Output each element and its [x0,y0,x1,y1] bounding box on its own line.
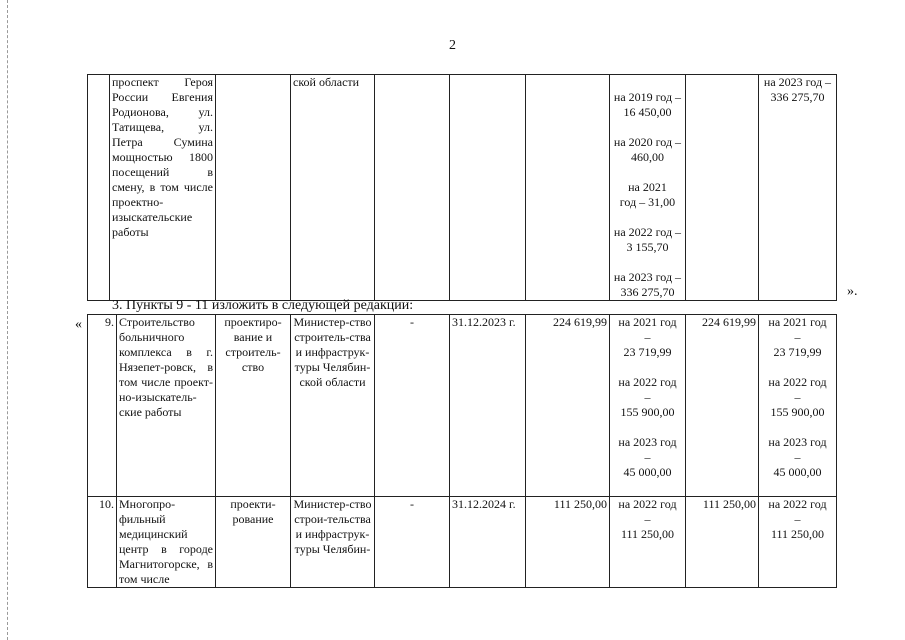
funding-line: на 2020 год – [613,135,682,149]
funding-line: 111 250,00 [770,527,825,541]
funding-line: 23 719,99 [773,345,822,359]
table-top-fragment [87,74,837,301]
years-cell [610,497,686,588]
cost-cell: 224 619,99 [526,315,610,497]
object-cell: Строительство больничного комплекса в г. Нязепет-ровск, в том числе проект-но-изыскатель-ские работы [117,315,216,497]
funding-line: 336 275,70 [770,90,825,104]
funding-line: – [644,450,651,464]
funding-line: 45 000,00 [773,465,822,479]
funding-line: на 2022 год [618,375,677,389]
funding-line: на 2021 год [618,315,677,329]
table-row [88,315,837,497]
funding-line: – [644,512,651,526]
work-type-cell: проекти-рование [216,497,291,588]
years-cell [610,315,686,497]
cost2-cell: 224 619,99 [686,315,759,497]
customer-cell: Министер-ство строитель-ства и инфраструк-туры Челябин-ской области [291,315,375,497]
cost-cell: 111 250,00 [526,497,610,588]
funding-line: на 2023 год [618,435,677,449]
funding-line: 45 000,00 [623,465,672,479]
funding-line: 23 719,99 [623,345,672,359]
page-number: 2 [449,38,456,53]
customer-cell: Министер-ство строи-тельства и инфраструк-туры Челябин- [291,497,375,588]
funding-line: – [794,512,801,526]
years-cell-2 [759,497,837,588]
cost2-cell: 111 250,00 [686,497,759,588]
funding-line: на 2021 год [768,315,827,329]
dash-cell: - [375,497,450,588]
funding-line: на 2022 год [768,375,827,389]
funding-line: 155 900,00 [770,405,825,419]
funding-line: на 2019 год – [613,90,682,104]
funding-line: на 2022 год [618,497,677,511]
table-main [87,314,837,588]
years-cell-2 [759,315,837,497]
funding-line: год – 31,00 [619,195,676,209]
section-heading: 3. Пункты 9 - 11 изложить в следующей редакции: [112,298,414,313]
funding-line: 460,00 [631,150,664,164]
dash-cell: - [375,315,450,497]
funding-line: 111 250,00 [620,527,675,541]
funding-line: на 2023 год – [613,270,682,284]
funding-line: 16 450,00 [623,105,672,119]
opening-quote: « [75,317,82,332]
work-type-cell: проектиро-вание и строитель-ство [216,315,291,497]
funding-by-year-cell [610,75,686,301]
page-margin-line [7,0,8,640]
object-cell: Многопро-фильный медицинский центр в городе Магнитогорске, в том числе [117,497,216,588]
customer-cell: ской области [291,75,375,301]
funding-line: на 2021 [628,180,667,194]
last-column-cell [759,75,837,301]
funding-line: на 2022 год – [613,225,682,239]
funding-line: – [794,330,801,344]
closing-quote: ». [847,284,858,299]
funding-line: 155 900,00 [620,405,675,419]
funding-line: 3 155,70 [626,240,669,254]
row-number: 10. [88,497,117,588]
funding-line: на 2023 год – [763,75,832,89]
table-row [88,497,837,588]
funding-line: 336 275,70 [620,285,675,299]
date-cell: 31.12.2023 г. [450,315,526,497]
table-row [88,75,837,301]
funding-line: – [644,330,651,344]
funding-line: – [794,450,801,464]
object-cell: проспект Героя России Евгения Родионова, ул. Татищева, ул. Петра Сумина мощностью 1800 посещений в смену, в том числе проектно-изыскательские работы [110,75,216,301]
funding-line: – [644,390,651,404]
funding-line: на 2022 год [768,497,827,511]
funding-line: на 2023 год [768,435,827,449]
funding-line: – [794,390,801,404]
row-number: 9. [88,315,117,497]
date-cell: 31.12.2024 г. [450,497,526,588]
